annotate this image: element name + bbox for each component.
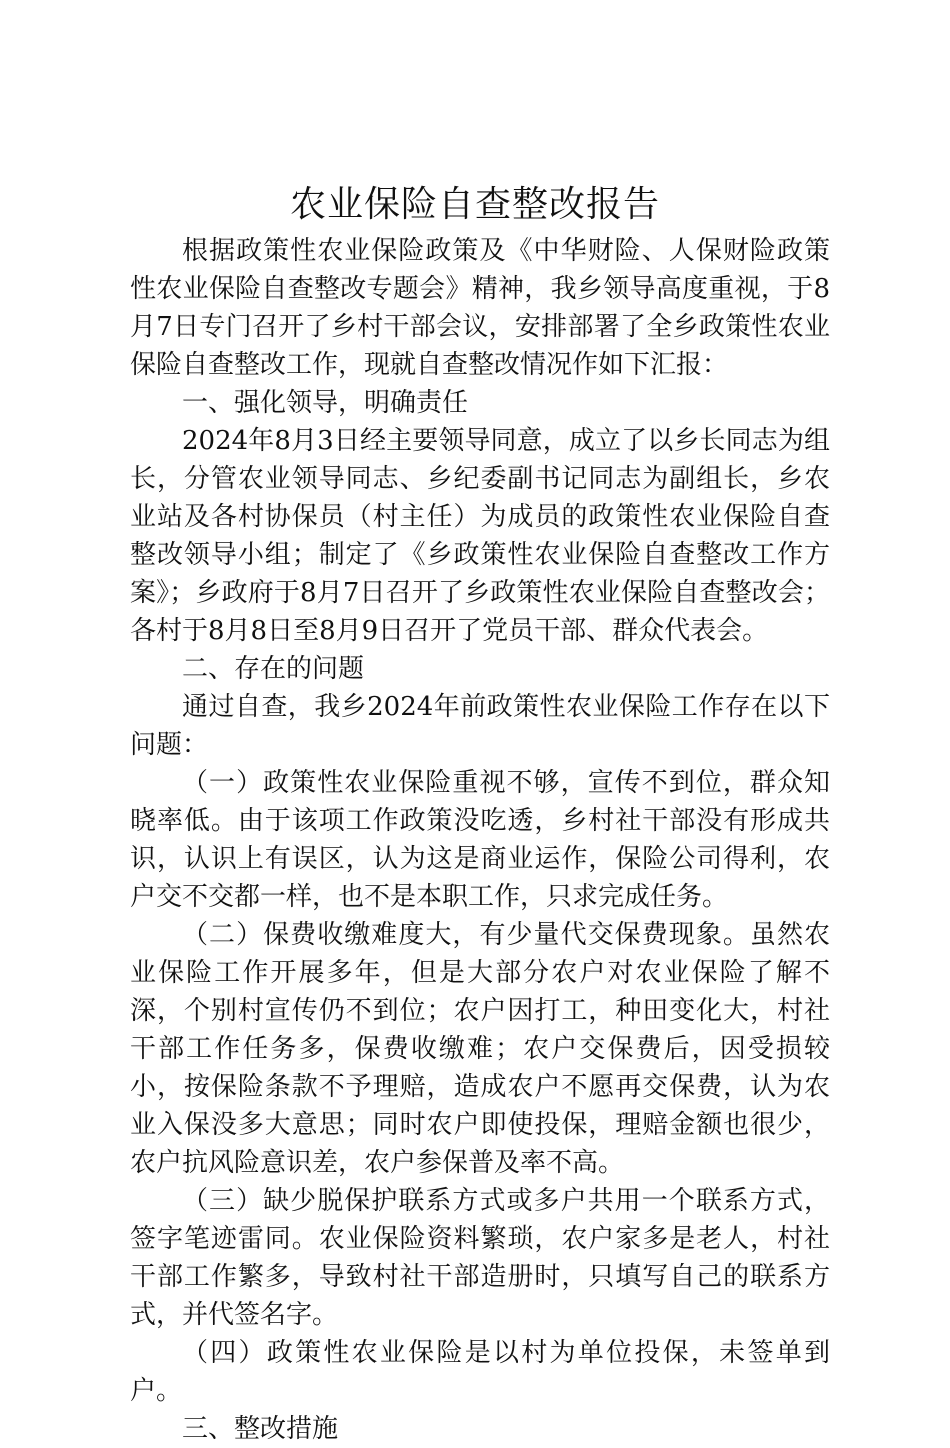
section-heading-1: 一、强化领导，明确责任 — [182, 388, 469, 418]
section-1-paragraph: 2024年8月3日经主要领导同意，成立了以乡长同志为组长，分管农业领导同志、乡纪委副书记同志为副组长，乡农业站及各村协保员（村主任）为成员的政策性农业保险自查整改领导小组；制定了《乡政策性农业保险自查整改工作方案》；乡政府于8月7日召开了乡政策性农业保险自查整改会；各村于8月8日至8月9日召开了党员干部、群众代表会。 — [130, 426, 830, 646]
problem-item-4: （四）政策性农业保险是以村为单位投保，未签单到户。 — [130, 1338, 830, 1406]
problem-item-3: （三）缺少脱保护联系方式或多户共用一个联系方式，签字笔迹雷同。农业保险资料繁琐，农户家多是老人，村社干部工作繁多，导致村社干部造册时，只填写自己的联系方式，并代签名字。 — [130, 1186, 830, 1330]
document-title: 农业保险自查整改报告 — [289, 184, 660, 225]
section-heading-3: 三、整改措施 — [182, 1414, 339, 1444]
section-2-intro-paragraph: 通过自查，我乡2024年前政策性农业保险工作存在以下问题： — [130, 692, 830, 760]
problem-item-1: （一）政策性农业保险重视不够，宣传不到位，群众知晓率低。由于该项工作政策没吃透，乡村社干部没有形成共识，认识上有误区，认为这是商业运作，保险公司得利，农户交不交都一样，也不是本职工作，只求完成任务。 — [130, 768, 830, 912]
document-body — [130, 232, 830, 1448]
problem-item-2: （二）保费收缴难度大，有少量代交保费现象。虽然农业保险工作开展多年，但是大部分农户对农业保险了解不深，个别村宣传仍不到位；农户因打工，种田变化大，村社干部工作任务多，保费收缴难；农户交保费后，因受损较小，按保险条款不予理赔，造成农户不愿再交保费，认为农业入保没多大意思；同时农户即使投保，理赔金额也很少，农户抗风险意识差，农户参保普及率不高。 — [130, 920, 830, 1178]
section-heading-2: 二、存在的问题 — [182, 654, 365, 684]
intro-paragraph: 根据政策性农业保险政策及《中华财险、人保财险政策性农业保险自查整改专题会》精神，我乡领导高度重视，于8月7日专门召开了乡村干部会议，安排部署了全乡政策性农业保险自查整改工作，现就自查整改情况作如下汇报： — [130, 236, 830, 380]
